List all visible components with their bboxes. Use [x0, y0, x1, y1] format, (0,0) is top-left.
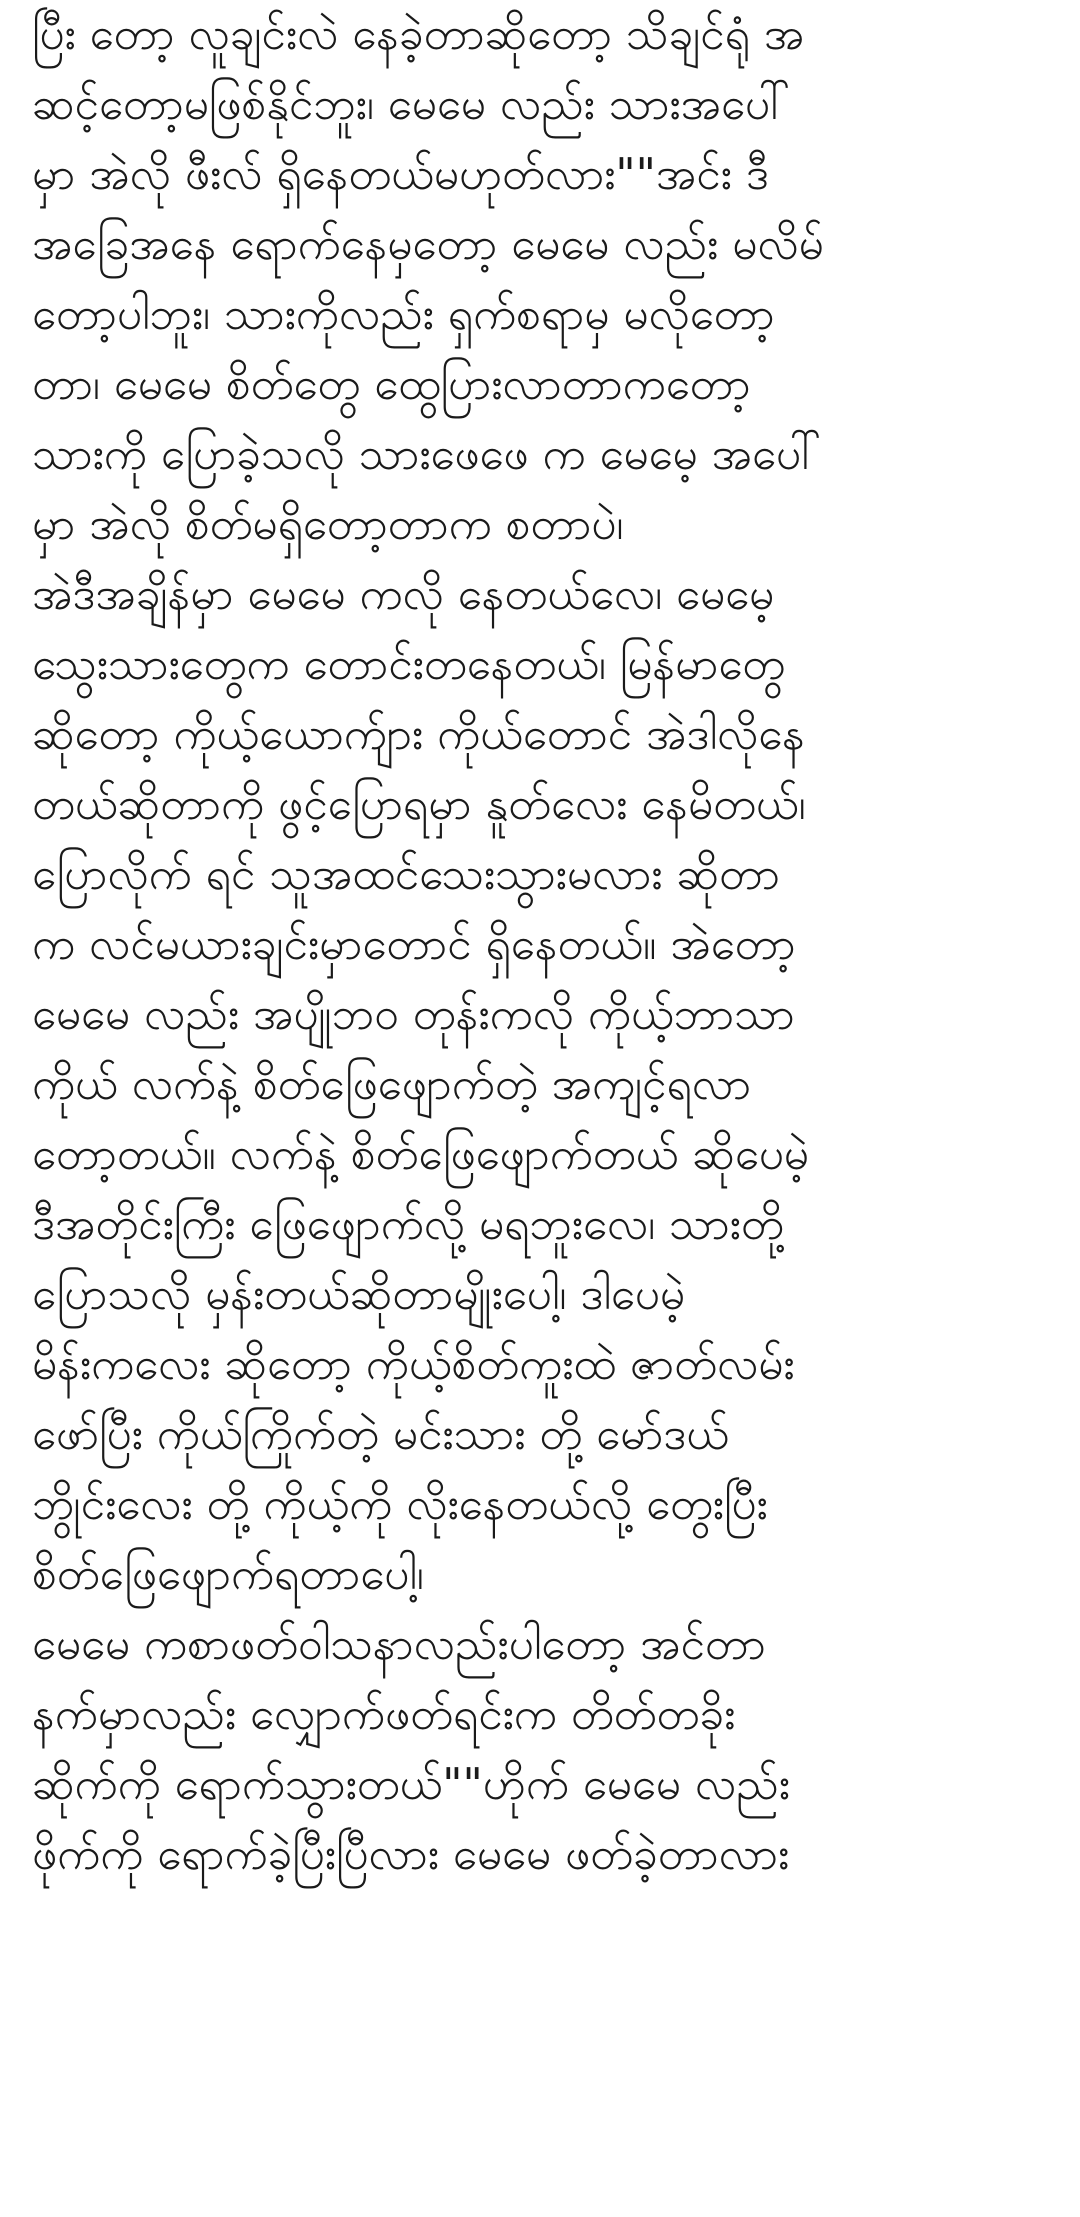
text-line: ဒီအတိုင်းကြီး ဖြေဖျောက်လို့ မရဘူးလေ၊ သားတို့: [32, 1199, 784, 1250]
text-line: မေမေ ကစာဖတ်ဝါသနာလည်းပါတော့ အင်တာ: [32, 1619, 766, 1670]
text-line: စိတ်ဖြေဖျောက်ရတာပေါ့၊: [32, 1549, 424, 1600]
text-line: က လင်မယားချင်းမှာတောင် ရှိနေတယ်။ အဲတော့: [32, 919, 796, 970]
text-line: မှာ အဲလို စိတ်မရှိတော့တာက စတာပဲ၊: [32, 499, 624, 550]
text-line: ပြောသလို မှန်းတယ်ဆိုတာမျိုးပေါ့၊ ဒါပေမဲ့: [32, 1269, 685, 1320]
text-line: ဘွိုင်းလေး တို့ ကိုယ့်ကို လိုးနေတယ်လို့ တွေးပြီး: [32, 1479, 768, 1530]
text-line: ဆိုတော့ ကိုယ့်ယောက်ျား ကိုယ်တောင် အဲဒါလိုနေ: [32, 709, 805, 760]
text-line: အဲဒီအချိန်မှာ မေမေ ကလို နေတယ်လေ၊ မေမေ့: [32, 569, 775, 620]
text-line: သွေးသားတွေက တောင်းတနေတယ်၊ မြန်မာတွေ: [32, 639, 786, 690]
text-line: တာ၊ မေမေ စိတ်တွေ ထွေပြားလာတာကတော့: [32, 359, 751, 410]
text-line: မိန်းကလေး ဆိုတော့ ကိုယ့်စိတ်ကူးထဲ ဇာတ်လမ်း: [32, 1339, 795, 1390]
text-line: ပြောလိုက် ရင် သူအထင်သေးသွားမလား ဆိုတာ: [32, 849, 780, 900]
text-line: ဆိုက်ကို ရောက်သွားတယ်""ဟိုက် မေမေ လည်း: [32, 1759, 790, 1810]
text-line: ဆင့်တော့မဖြစ်နိုင်ဘူး၊ မေမေ လည်း သားအပေါ်: [32, 79, 790, 130]
text-line: တယ်ဆိုတာကို ဖွင့်ပြောရမှာ နူတ်လေး နေမိတယ်၊: [32, 779, 806, 830]
text-line: တော့တယ်။ လက်နဲ့ စိတ်ဖြေဖျောက်တယ် ဆိုပေမဲ့: [32, 1129, 809, 1180]
text-line: သားကို ပြောခဲ့သလို သားဖေဖေ က မေမေ့ အပေါ်: [32, 429, 821, 480]
text-line: ဖိုက်ကို ရောက်ခဲ့ပြီးပြီလား မေမေ ဖတ်ခဲ့တာလား: [32, 1829, 790, 1880]
text-line: နက်မှာလည်း လျှောက်ဖတ်ရင်းက တိတ်တခိုး: [32, 1689, 736, 1740]
text-line: တော့ပါဘူး၊ သားကိုလည်း ရှက်စရာမှ မလိုတော့: [32, 289, 775, 340]
text-line: ကိုယ် လက်နဲ့ စိတ်ဖြေဖျောက်တဲ့ အကျင့်ရလာ: [32, 1059, 752, 1110]
text-line: မှာ အဲလို ဖီးလ် ရှိနေတယ်မဟုတ်လား""အင်း ဒီ: [32, 149, 769, 200]
text-line: မေမေ လည်း အပျိုဘဝ တုန်းကလို ကိုယ့်ဘာသာ: [32, 989, 795, 1040]
article-body: [32, 0, 1048, 2217]
text-line: အခြေအနေ ရောက်နေမှတော့ မေမေ လည်း မလိမ်: [32, 219, 824, 270]
text-line: ဖော်ပြီး ကိုယ်ကြိုက်တဲ့ မင်းသား တို့ မော်ဒယ်: [32, 1409, 729, 1460]
text-line: ပြီး တော့ လူချင်းလဲ နေခဲ့တာဆိုတော့ သိချင်ရုံ အ: [32, 9, 805, 60]
